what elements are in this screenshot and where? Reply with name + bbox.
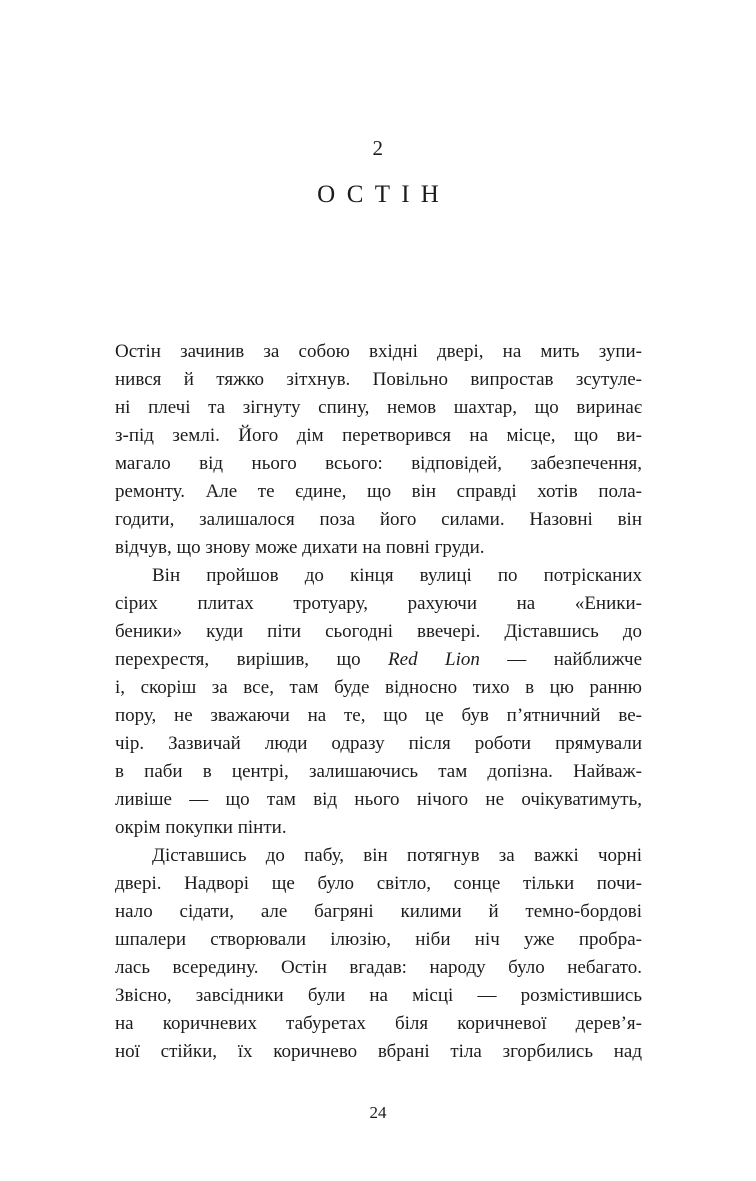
text-segment: — найближче — [479, 649, 643, 670]
text-segment: нало сідати, але багряні килими й темно-бордові — [115, 901, 642, 922]
text-line — [115, 842, 642, 870]
text-line — [115, 478, 642, 506]
text-line — [115, 1038, 642, 1066]
text-segment: лась всередину. Остін вгадав: народу було небагато. — [115, 957, 642, 978]
text-segment: беники» куди піти сьогодні ввечері. Діставшись до — [115, 621, 642, 642]
text-line — [115, 506, 642, 534]
text-segment: чір. Зазвичай люди одразу після роботи прямували — [115, 733, 642, 754]
page-number: 24 — [369, 1103, 387, 1122]
text-segment: Звісно, завсідники були на місці — розмістившись — [115, 985, 642, 1006]
text-segment: перехрестя, вирішив, що — [115, 649, 389, 670]
text-line — [115, 674, 642, 702]
text-line — [115, 618, 642, 646]
text-segment: Він пройшов до кінця вулиці по потрісканих — [152, 565, 642, 586]
text-line — [115, 338, 642, 366]
text-segment: магало від нього всього: відповідей, забезпечення, — [115, 453, 642, 474]
text-segment: сірих плитах тротуару, рахуючи на «Еники- — [115, 593, 642, 614]
italic-text-segment: Red Lion — [388, 649, 480, 670]
text-segment: з-під землі. Його дім перетворився на місце, що ви- — [115, 425, 642, 446]
page-body — [115, 338, 642, 1066]
paragraph — [115, 842, 642, 1066]
text-segment: ні плечі та зігнуту спину, немов шахтар, що виринає — [115, 397, 642, 418]
text-line — [115, 870, 642, 898]
text-line — [115, 786, 642, 814]
text-line — [115, 702, 642, 730]
text-segment: пору, не зважаючи на те, що це був п’ятничний ве- — [115, 705, 642, 726]
text-line — [115, 450, 642, 478]
text-segment: шпалери створювали ілюзію, ніби ніч уже пробра- — [115, 929, 642, 950]
text-line — [115, 534, 642, 562]
text-segment: окрім покупки пінти. — [115, 817, 287, 838]
text-segment: Остін зачинив за собою вхідні двері, на мить зупи- — [115, 341, 642, 362]
chapter-number: 2 — [372, 136, 384, 160]
text-segment: на коричневих табуретах біля коричневої дерев’я- — [115, 1013, 642, 1034]
chapter-title: ОСТІН — [317, 181, 451, 208]
text-segment: в паби в центрі, залишаючись там допізна. Найваж- — [115, 761, 642, 782]
text-segment: ремонту. Але те єдине, що він справді хотів пола- — [115, 481, 642, 502]
text-line — [115, 758, 642, 786]
text-segment: годити, залишалося поза його силами. Назовні він — [115, 509, 642, 530]
text-line — [115, 590, 642, 618]
text-line — [115, 814, 642, 842]
text-line — [115, 730, 642, 758]
text-segment: двері. Надворі ще було світло, сонце тільки почи- — [115, 873, 642, 894]
paragraph — [115, 338, 642, 562]
paragraph — [115, 562, 642, 842]
text-line — [115, 366, 642, 394]
text-segment: відчув, що знову може дихати на повні груди. — [115, 537, 485, 558]
text-line — [115, 926, 642, 954]
text-line — [115, 562, 642, 590]
text-segment: і, скоріш за все, там буде відносно тихо в цю ранню — [115, 677, 642, 698]
text-line — [115, 646, 642, 674]
text-line — [115, 394, 642, 422]
text-line — [115, 422, 642, 450]
text-segment: ливіше — що там від нього нічого не очікуватимуть, — [115, 789, 642, 810]
text-line — [115, 1010, 642, 1038]
text-line — [115, 898, 642, 926]
text-segment: ної стійки, їх коричнево вбрані тіла згорбились над — [115, 1041, 642, 1062]
text-line — [115, 954, 642, 982]
text-line — [115, 982, 642, 1010]
text-segment: нився й тяжко зітхнув. Повільно випростав зсутуле- — [115, 369, 642, 390]
text-segment: Діставшись до пабу, він потягнув за важкі чорні — [152, 845, 642, 866]
